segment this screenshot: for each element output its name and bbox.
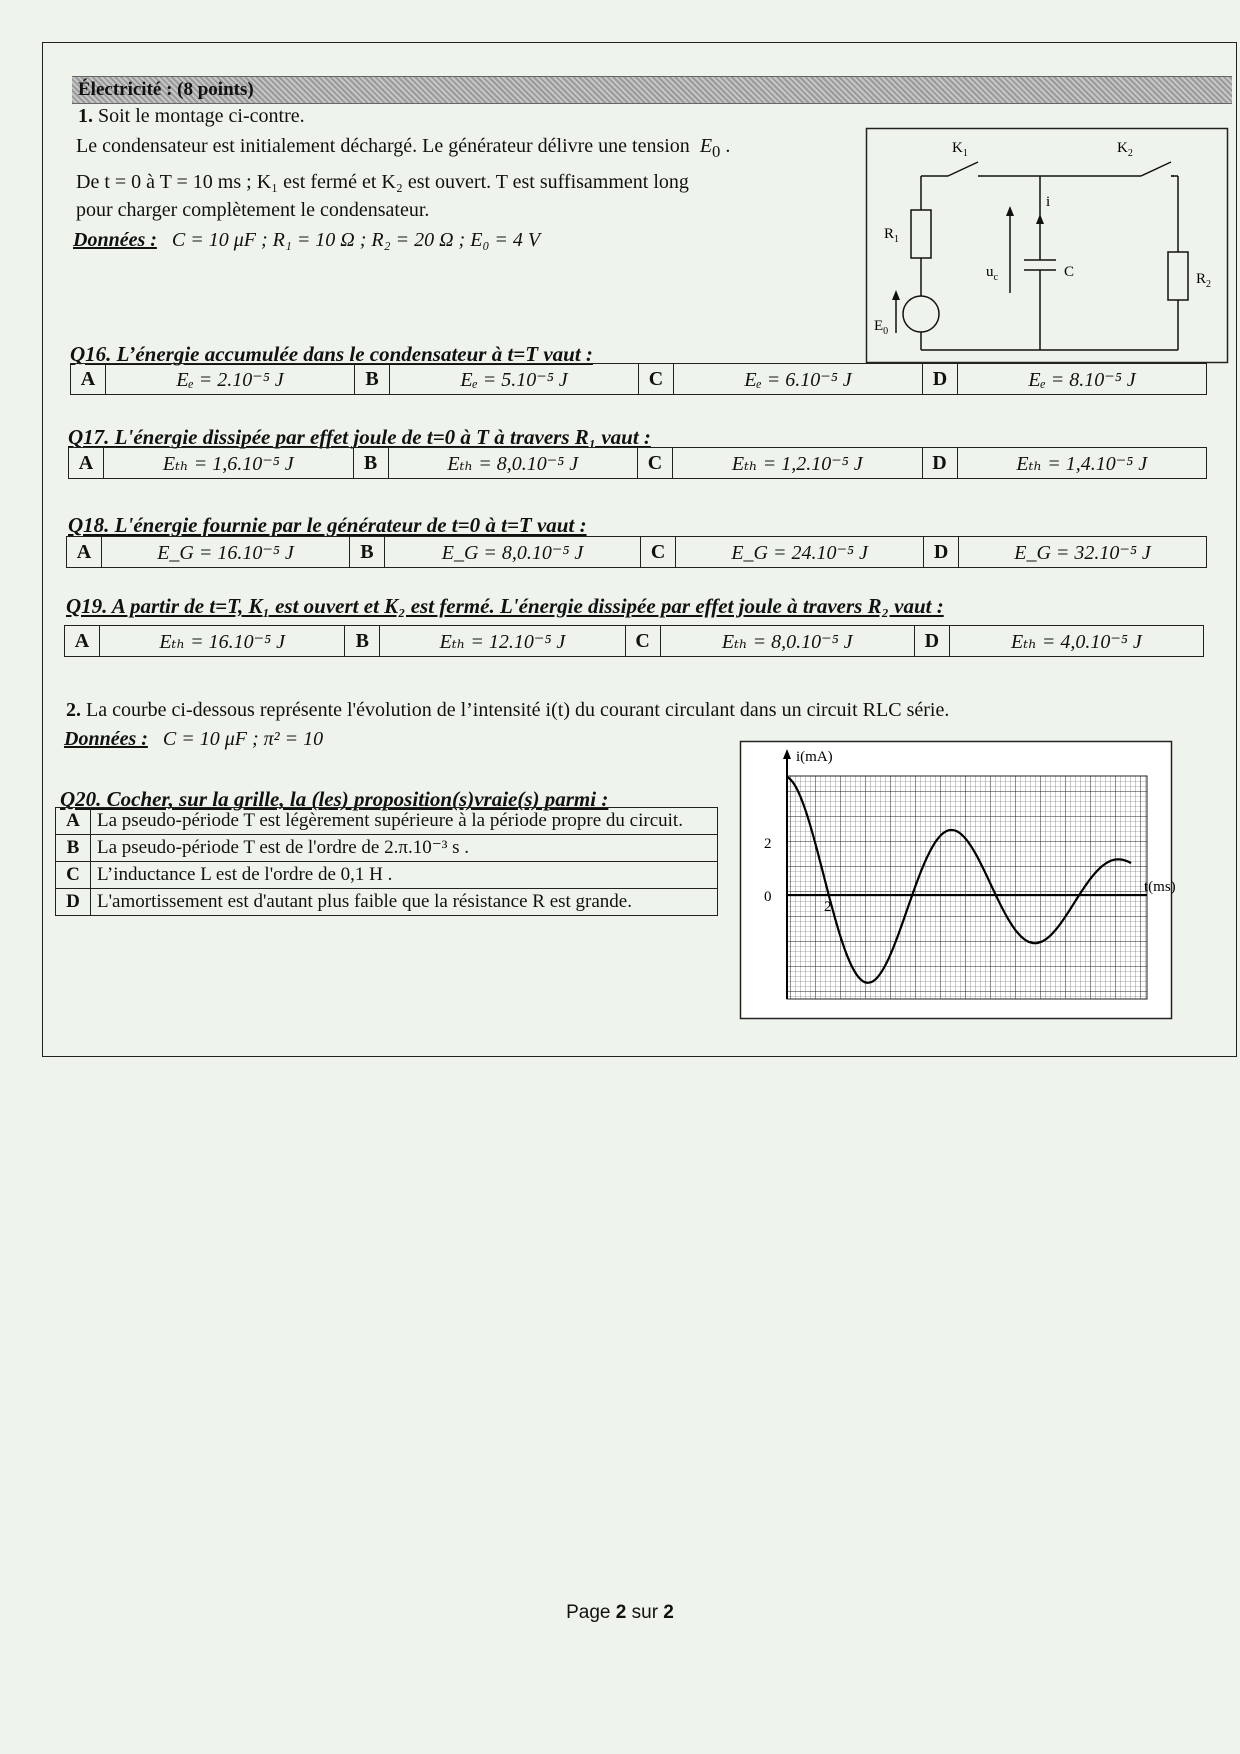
q17-option-b[interactable]: B — [353, 448, 388, 479]
q20-options — [55, 807, 718, 916]
q17-option-a[interactable]: A — [69, 448, 104, 479]
q17-title: Q17. L'énergie dissipée par effet joule de t=0 à T à travers R₁ vaut : — [68, 425, 651, 449]
graph-tick-origin: 0 — [764, 889, 772, 905]
q18-option-b[interactable]: B — [349, 537, 384, 568]
part1-line3: De t = 0 à T = 10 ms ; K₁ est fermé et K₂ est ouvert. T est suffisamment long — [76, 171, 689, 193]
label-uc: $u_c$ — [986, 264, 998, 283]
q16-options — [70, 363, 1207, 395]
page-footer: Page 2 sur 2 — [566, 1602, 674, 1623]
q18-value-b: E_G = 8,0.10⁻⁵ J — [384, 537, 640, 568]
label-r2: $R_2$ — [1196, 271, 1212, 290]
q16-value-d: Eₑ = 8.10⁻⁵ J — [958, 364, 1207, 395]
q19-value-a: Eₜₕ = 16.10⁻⁵ J — [100, 626, 345, 657]
q17-option-d[interactable]: D — [922, 448, 957, 479]
q19-options — [64, 625, 1204, 657]
q18-option-d[interactable]: D — [924, 537, 959, 568]
q18-value-c: E_G = 24.10⁻⁵ J — [676, 537, 924, 568]
q18-title: Q18. L'énergie fournie par le générateur de t=0 à t=T vaut : — [68, 513, 587, 537]
q20-option-c[interactable]: C — [56, 862, 91, 889]
part1-donnees: Données : C = 10 μF ; R₁ = 10 Ω ; R₂ = 20 Ω ; E₀ = 4 V — [73, 229, 541, 251]
q17-value-b: Eₜₕ = 8,0.10⁻⁵ J — [388, 448, 638, 479]
q18-options — [66, 536, 1207, 568]
q16-option-c[interactable]: C — [639, 364, 674, 395]
label-capacitor: C — [1064, 264, 1075, 280]
q19-option-c[interactable]: C — [625, 626, 660, 657]
q19-option-a[interactable]: A — [65, 626, 100, 657]
circuit-diagram — [866, 128, 1228, 363]
switch-k1 — [948, 162, 978, 176]
part1-line4: pour charger complètement le condensateur. — [76, 199, 430, 221]
q16-option-b[interactable]: B — [355, 364, 390, 395]
graph-y-label: i(mA) — [796, 749, 833, 765]
q19-value-d: Eₜₕ = 4,0.10⁻⁵ J — [949, 626, 1203, 657]
graph-x-label: t(ms) — [1144, 879, 1176, 895]
label-k2: $K_2$ — [1117, 140, 1133, 159]
graph-tick-y: 2 — [764, 836, 772, 852]
q19-value-b: Eₜₕ = 12.10⁻⁵ J — [380, 626, 625, 657]
generator-e0 — [903, 296, 939, 332]
section-title: Électricité : (8 points) — [78, 79, 254, 100]
q19-title: Q19. A partir de t=T, K₁ est ouvert et K₂ est fermé. L'énergie dissipée par effet joule à travers R₂ vaut : — [66, 594, 944, 618]
part1-intro: 1. Soit le montage ci-contre. — [78, 105, 305, 127]
q20-text-d: L'amortissement est d'autant plus faible que la résistance R est grande. — [91, 889, 718, 916]
q16-option-a[interactable]: A — [71, 364, 106, 395]
part2-donnees: Données : C = 10 μF ; π² = 10 — [64, 728, 324, 750]
q20-option-b[interactable]: B — [56, 835, 91, 862]
resistor-r1 — [911, 210, 931, 258]
q17-options — [68, 447, 1207, 479]
q20-text-a: La pseudo-période T est légèrement supérieure à la période propre du circuit. — [91, 808, 718, 835]
q18-value-d: E_G = 32.10⁻⁵ J — [959, 537, 1207, 568]
section-banner — [72, 76, 1232, 104]
q16-value-c: Eₑ = 6.10⁻⁵ J — [674, 364, 923, 395]
q17-value-c: Eₜₕ = 1,2.10⁻⁵ J — [673, 448, 923, 479]
switch-k2 — [1141, 162, 1171, 176]
q18-option-c[interactable]: C — [641, 537, 676, 568]
q17-option-c[interactable]: C — [638, 448, 673, 479]
q19-value-c: Eₜₕ = 8,0.10⁻⁵ J — [660, 626, 914, 657]
label-e0: $E_0$ — [874, 318, 889, 337]
q20-text-c: L’inductance L est de l'ordre de 0,1 H . — [91, 862, 718, 889]
q18-value-a: E_G = 16.10⁻⁵ J — [102, 537, 350, 568]
q19-option-b[interactable]: B — [345, 626, 380, 657]
q20-title: Q20. Cocher, sur la grille, la (les) proposition(s)vraie(s) parmi : — [60, 787, 609, 811]
q16-value-a: Eₑ = 2.10⁻⁵ J — [106, 364, 355, 395]
q16-title: Q16. L’énergie accumulée dans le condensateur à t=T vaut : — [70, 342, 593, 366]
q20-text-b: La pseudo-période T est de l'ordre de 2.π.10⁻³ s . — [91, 835, 718, 862]
q19-option-d[interactable]: D — [914, 626, 949, 657]
graph-tick-x: 2 — [824, 899, 832, 915]
q17-value-d: Eₜₕ = 1,4.10⁻⁵ J — [957, 448, 1207, 479]
q20-option-a[interactable]: A — [56, 808, 91, 835]
part1-line2: Le condensateur est initialement déchargé. Le générateur délivre une tension $E_0$ . — [76, 135, 731, 161]
q16-option-d[interactable]: D — [923, 364, 958, 395]
q17-value-a: Eₜₕ = 1,6.10⁻⁵ J — [104, 448, 354, 479]
part2-text: 2. La courbe ci-dessous représente l'évolution de l’intensité i(t) du courant circulant dans un circuit RLC série. — [66, 699, 950, 721]
label-r1: $R_1$ — [884, 226, 900, 245]
resistor-r2 — [1168, 252, 1188, 300]
q18-option-a[interactable]: A — [67, 537, 102, 568]
q16-value-b: Eₑ = 5.10⁻⁵ J — [390, 364, 639, 395]
current-graph — [740, 741, 1176, 1019]
label-k1: $K_1$ — [952, 140, 968, 159]
label-current: i — [1046, 194, 1051, 210]
q20-option-d[interactable]: D — [56, 889, 91, 916]
